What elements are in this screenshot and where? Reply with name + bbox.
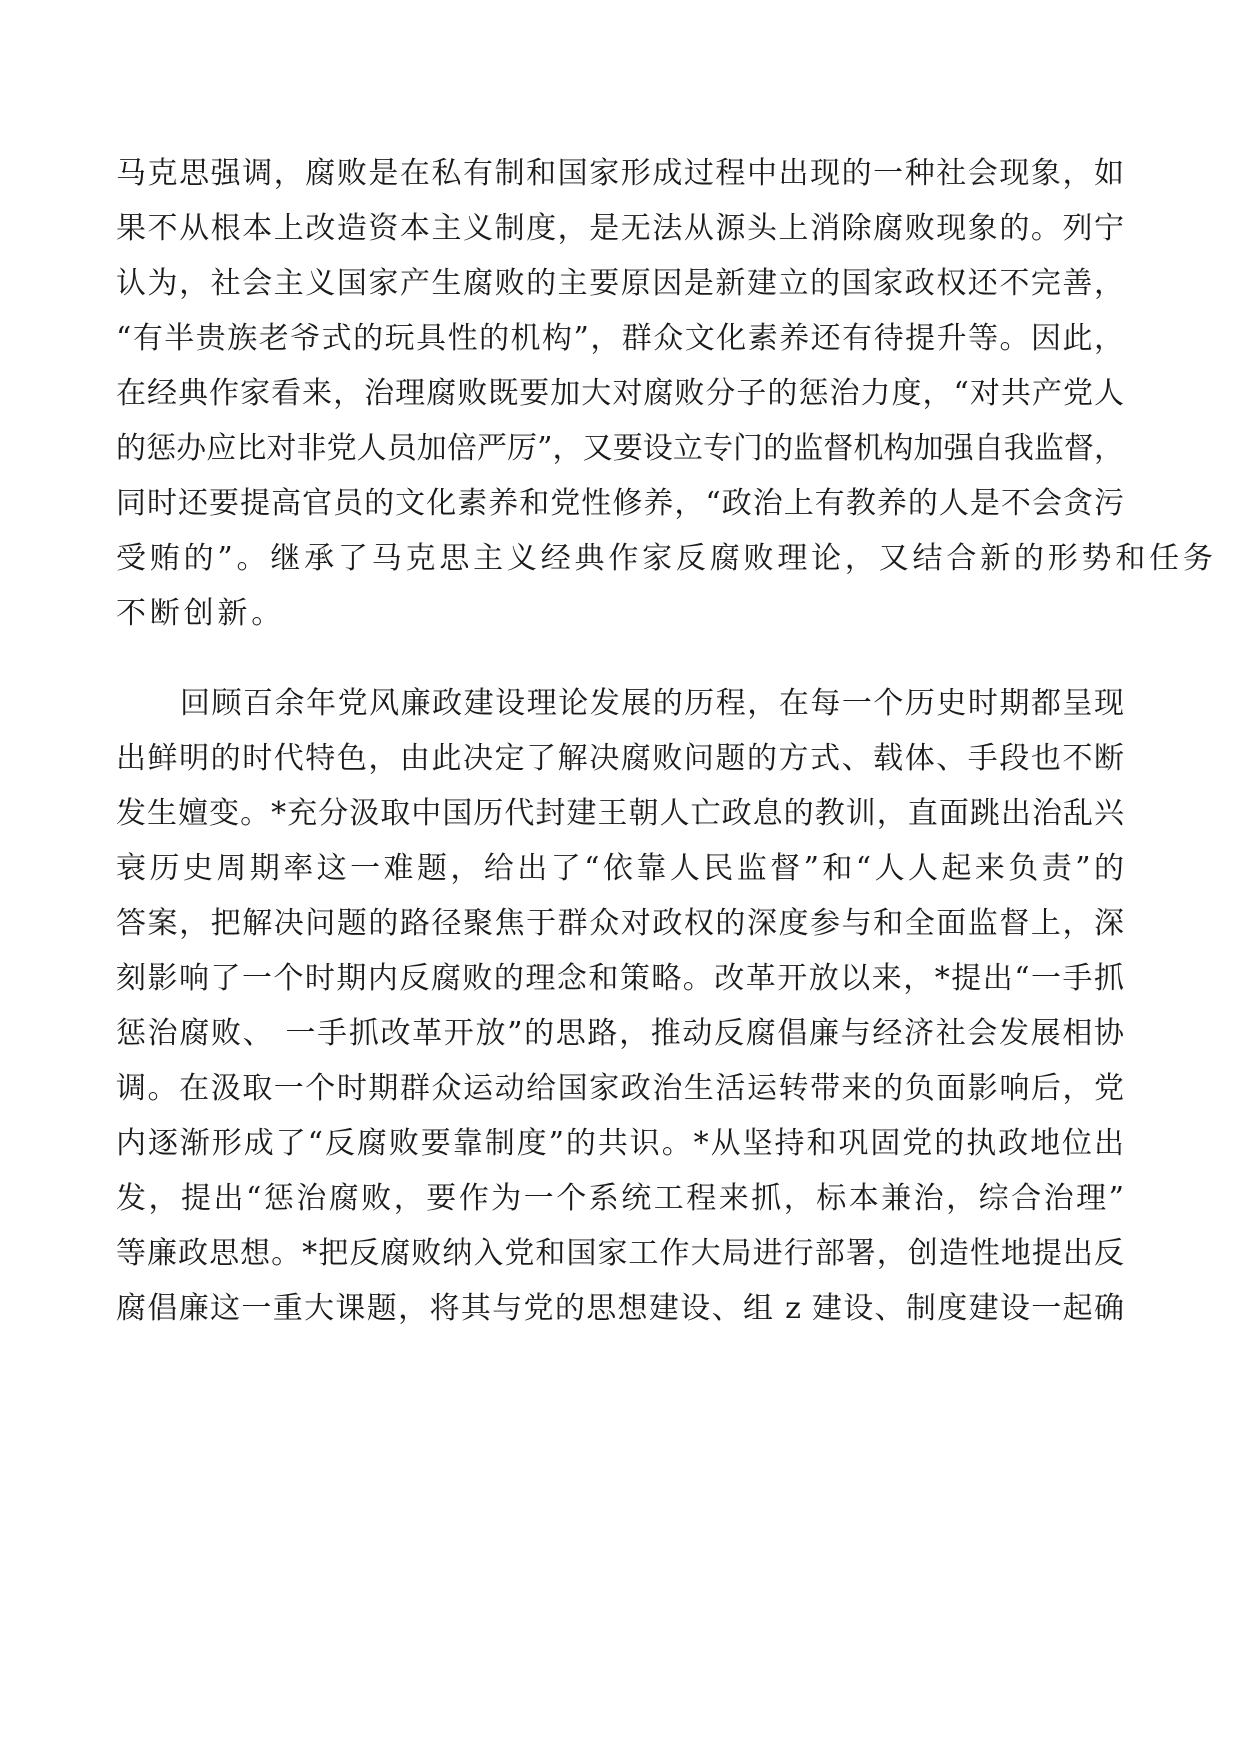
paragraph-1-line-9: 不断创新。: [116, 596, 285, 631]
paragraph-2-line-5: 答案，把解决问题的路径聚焦于群众对政权的深度参与和全面监督上，深: [116, 906, 1124, 941]
paragraph-2-line-3: 发生嬗变。*充分汲取中国历代封建王朝人亡政息的教训，直面跳出治乱兴: [116, 796, 1124, 831]
paragraph-2-line-8: 调。在汲取一个时期群众运动给国家政治生活运转带来的负面影响后，党: [116, 1071, 1124, 1106]
paragraph-2-line-2: 出鲜明的时代特色，由此决定了解决腐败问题的方式、载体、手段也不断: [116, 741, 1124, 776]
paragraph-1-line-6: 的惩办应比对非党人员加倍严厉”，又要设立专门的监督机构加强自我监督，: [116, 431, 1124, 466]
paragraph-2-line-7: 惩治腐败、 一手抓改革开放”的思路，推动反腐倡廉与经济社会发展相协: [116, 1016, 1124, 1051]
paragraph-2-line-9: 内逐渐形成了“反腐败要靠制度”的共识。*从坚持和巩固党的执政地位出: [116, 1126, 1124, 1161]
paragraph-1-line-5: 在经典作家看来，治理腐败既要加大对腐败分子的惩治力度，“对共产党人: [116, 376, 1124, 411]
paragraph-2-line-1: 回顾百余年党风廉政建设理论发展的历程，在每一个历史时期都呈现: [180, 686, 1124, 721]
paragraph-1-line-7: 同时还要提高官员的文化素养和党性修养，“政治上有教养的人是不会贪污: [116, 486, 1124, 521]
paragraph-2-line-10: 发，提出“惩治腐败，要作为一个系统工程来抓，标本兼治，综合治理”: [116, 1181, 1124, 1216]
paragraph-1-line-4: “有半贵族老爷式的玩具性的机构”，群众文化素养还有待提升等。因此，: [116, 321, 1124, 356]
paragraph-1-line-3: 认为，社会主义国家产生腐败的主要原因是新建立的国家政权还不完善，: [116, 266, 1124, 301]
paragraph-2-line-12: 腐倡廉这一重大课题，将其与党的思想建设、组 z 建设、制度建设一起确: [116, 1291, 1124, 1326]
paragraph-2-line-11: 等廉政思想。*把反腐败纳入党和国家工作大局进行部署，创造性地提出反: [116, 1236, 1124, 1271]
paragraph-1-line-1: 马克思强调，腐败是在私有制和国家形成过程中出现的一种社会现象，如: [116, 156, 1124, 191]
paragraph-2-line-4: 衰历史周期率这一难题，给出了“依靠人民监督”和“人人起来负责”的: [116, 851, 1124, 886]
paragraph-2-line-6: 刻影响了一个时期内反腐败的理念和策略。改革开放以来，*提出“一手抓: [116, 961, 1124, 996]
paragraph-1-line-2: 果不从根本上改造资本主义制度，是无法从源头上消除腐败现象的。列宁: [116, 211, 1124, 246]
paragraph-1-line-8: 受贿的”。继承了马克思主义经典作家反腐败理论，又结合新的形势和任务: [116, 541, 1217, 576]
